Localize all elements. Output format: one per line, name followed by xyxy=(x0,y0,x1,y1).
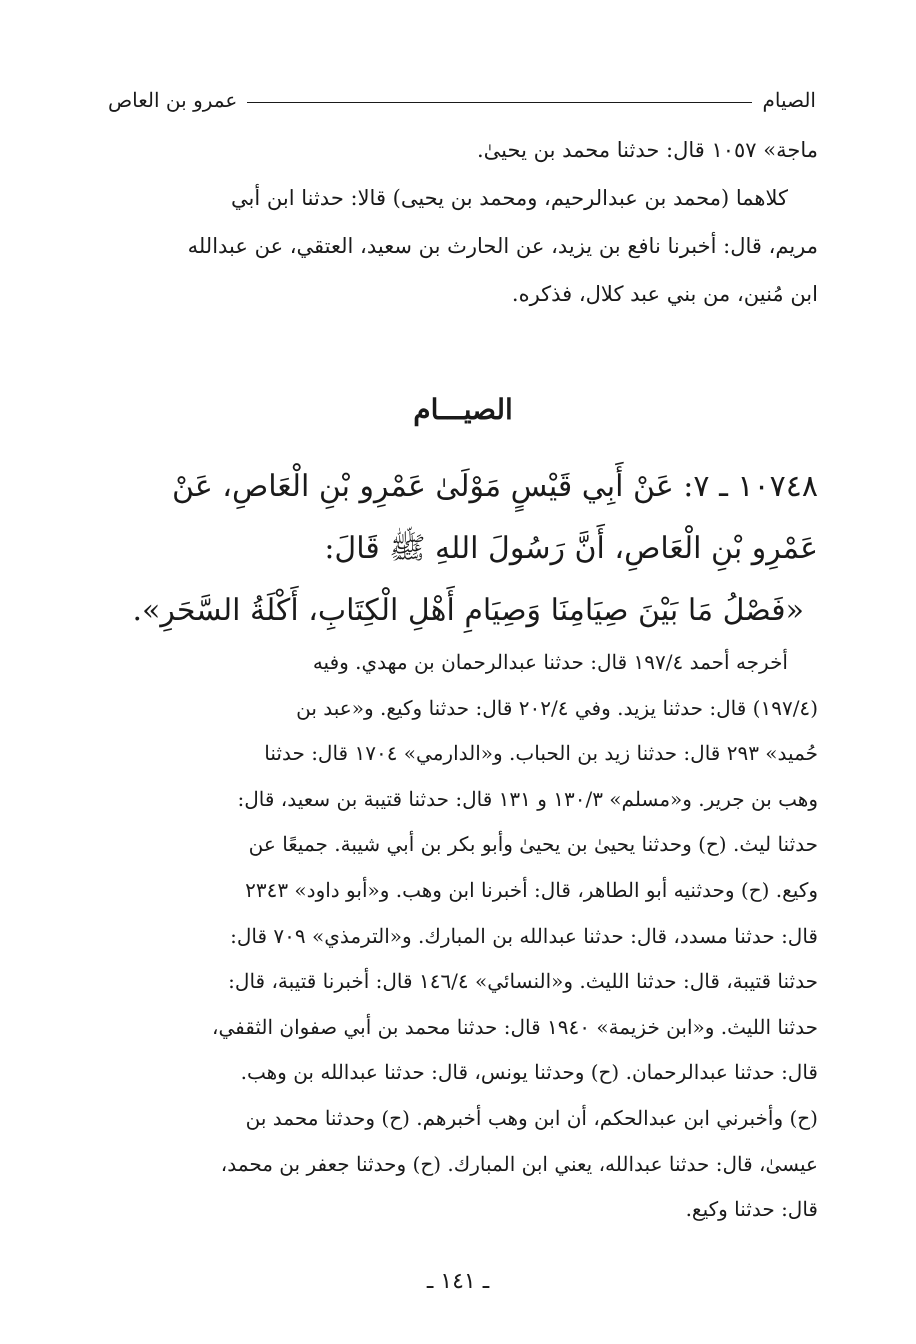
takhrij-line: (١٩٧/٤) قال: حدثنا يزيد. وفي ٢٠٢/٤ قال: حدثنا وكيع. و«عبد بن xyxy=(296,695,818,720)
intro-line: كلاهما (محمد بن عبدالرحيم، ومحمد بن يحيى) قالا: حدثنا ابن أبي xyxy=(231,186,788,210)
takhrij-line: وهب بن جرير. و«مسلم» ١٣٠/٣ و ١٣١ قال: حدثنا قتيبة بن سعيد، قال: xyxy=(237,786,818,811)
takhrij-paragraph xyxy=(108,640,818,1233)
intro-line: ماجة» ١٠٥٧ قال: حدثنا محمد بن يحيىٰ. xyxy=(477,138,818,162)
header-rule xyxy=(247,102,752,103)
hadith-line: ١٠٧٤٨ ـ ٧: عَنْ أَبِي قَيْسٍ مَوْلَىٰ عَمْرِو بْنِ الْعَاصِ، عَنْ xyxy=(171,469,818,504)
intro-line: ابن مُنين، من بني عبد كلال، فذكره. xyxy=(511,282,818,306)
takhrij-line: قال: حدثنا مسدد، قال: حدثنا عبدالله بن المبارك. و«الترمذي» ٧٠٩ قال: xyxy=(230,923,818,948)
takhrij-line: حُميد» ٢٩٣ قال: حدثنا زيد بن الحباب. و«الدارمي» ١٧٠٤ قال: حدثنا xyxy=(264,741,818,766)
hadith-quote-line: «فَصْلُ مَا بَيْنَ صِيَامِنَا وَصِيَامِ أَهْلِ الْكِتَابِ، أَكْلَةُ السَّحَرِ». xyxy=(132,593,804,628)
hadith-text xyxy=(108,456,818,642)
section-title: الصيـــام xyxy=(413,393,513,426)
takhrij-line: حدثنا الليث. و«ابن خزيمة» ١٩٤٠ قال: حدثنا محمد بن أبي صفوان الثقفي، xyxy=(212,1014,818,1039)
header-chapter-title: الصيام xyxy=(762,88,816,112)
intro-line: مريم، قال: أخبرنا نافع بن يزيد، عن الحارث بن سعيد، العتقي، عن عبدالله xyxy=(187,234,818,258)
takhrij-line: (ح) وأخبرني ابن عبدالحكم، أن ابن وهب أخبرهم. (ح) وحدثنا محمد بن xyxy=(245,1105,818,1130)
intro-paragraph xyxy=(108,126,818,318)
page-number: ـ ١٤١ ـ xyxy=(426,1269,490,1294)
takhrij-line: حدثنا ليث. (ح) وحدثنا يحيىٰ بن يحيىٰ وأبو بكر بن أبي شيبة. جميعًا عن xyxy=(248,832,818,857)
header-narrator-name: عمرو بن العاص xyxy=(108,88,238,112)
takhrij-line: وكيع. (ح) وحدثنيه أبو الطاهر، قال: أخبرنا ابن وهب. و«أبو داود» ٢٣٤٣ xyxy=(245,877,818,902)
takhrij-line: قال: حدثنا وكيع. xyxy=(685,1197,818,1222)
takhrij-line: أخرجه أحمد ١٩٧/٤ قال: حدثنا عبدالرحمان بن مهدي. وفيه xyxy=(312,650,788,674)
running-header xyxy=(108,84,816,116)
hadith-line: عَمْرِو بْنِ الْعَاصِ، أَنَّ رَسُولَ اللهِ ﷺ قَالَ: xyxy=(324,531,818,566)
takhrij-line: قال: حدثنا عبدالرحمان. (ح) وحدثنا يونس، قال: حدثنا عبدالله بن وهب. xyxy=(240,1060,818,1085)
takhrij-line: حدثنا قتيبة، قال: حدثنا الليث. و«النسائي» ١٤٦/٤ قال: أخبرنا قتيبة، قال: xyxy=(228,969,818,994)
takhrij-line: عيسىٰ، قال: حدثنا عبدالله، يعني ابن المبارك. (ح) وحدثنا جعفر بن محمد، xyxy=(220,1151,818,1176)
